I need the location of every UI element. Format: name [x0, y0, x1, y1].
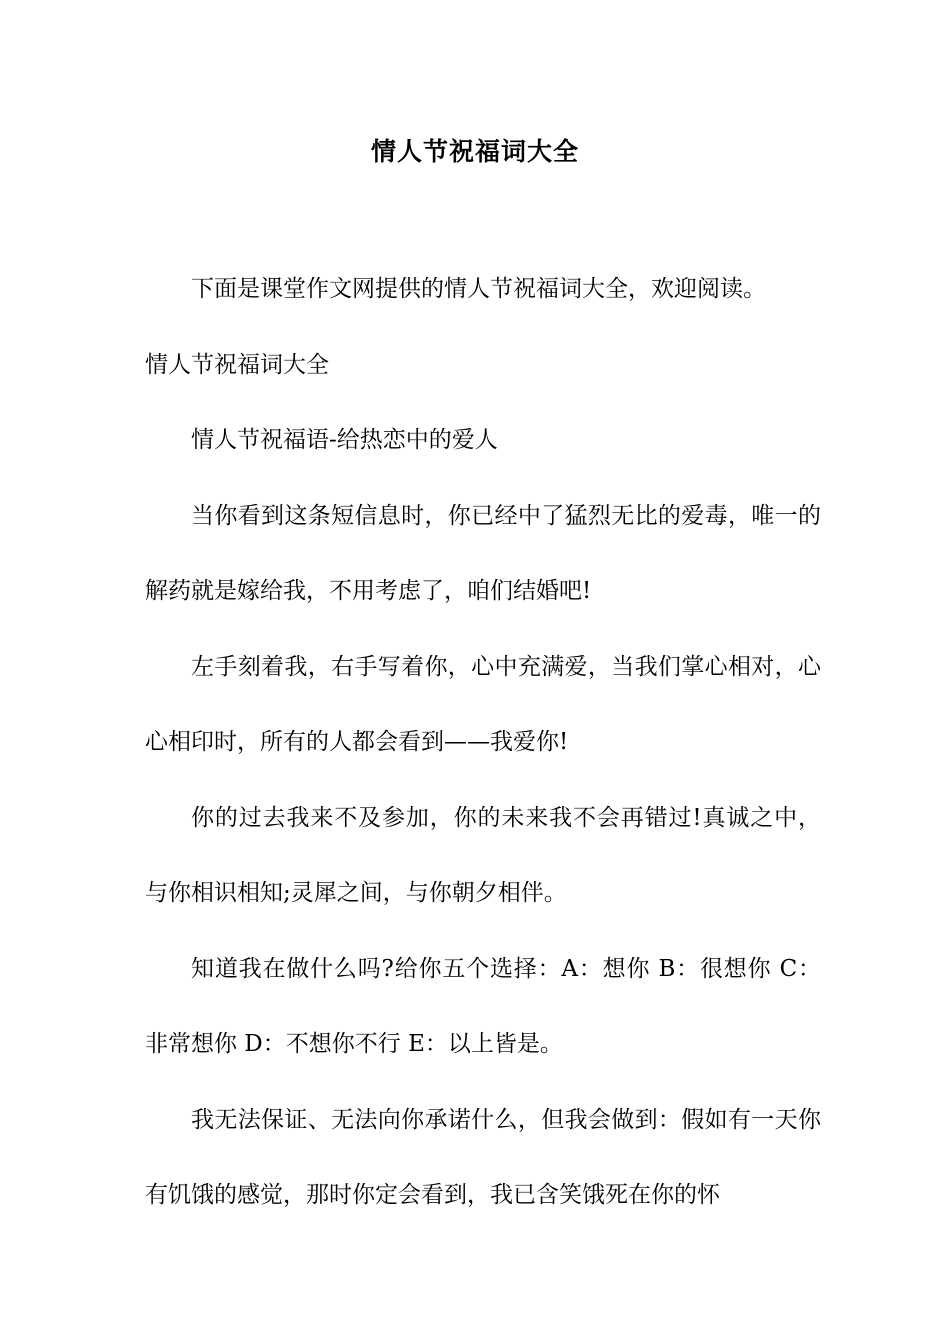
paragraph: 我无法保证、无法向你承诺什么，但我会做到：假如有一天你有饥饿的感觉，那时你定会看到，我已含笑饿死在你的怀: [145, 1106, 821, 1208]
section-heading: 情人节祝福词大全: [145, 351, 329, 378]
document-title: 情人节祝福词大全: [370, 137, 579, 166]
document-body: [145, 252, 821, 1234]
paragraph: 当你看到这条短信息时，你已经中了猛烈无比的爱毒，唯一的解药就是嫁给我，不用考虑了，咱们结婚吧!: [145, 502, 821, 604]
paragraph: 左手刻着我，右手写着你，心中充满爱，当我们掌心相对，心心相印时，所有的人都会看到——我爱你!: [145, 653, 821, 755]
paragraph: 下面是课堂作文网提供的情人节祝福词大全，欢迎阅读。: [191, 276, 766, 302]
subsection-heading: 情人节祝福语-给热恋中的爱人: [191, 427, 498, 453]
paragraph: 你的过去我来不及参加，你的未来我不会再错过!真诚之中，与你相识相知;灵犀之间，与你朝夕相伴。: [145, 804, 821, 906]
paragraph: 知道我在做什么吗?给你五个选择：A：想你 B：很想你 C：非常想你 D：不想你不行 E：以上皆是。: [145, 955, 821, 1057]
